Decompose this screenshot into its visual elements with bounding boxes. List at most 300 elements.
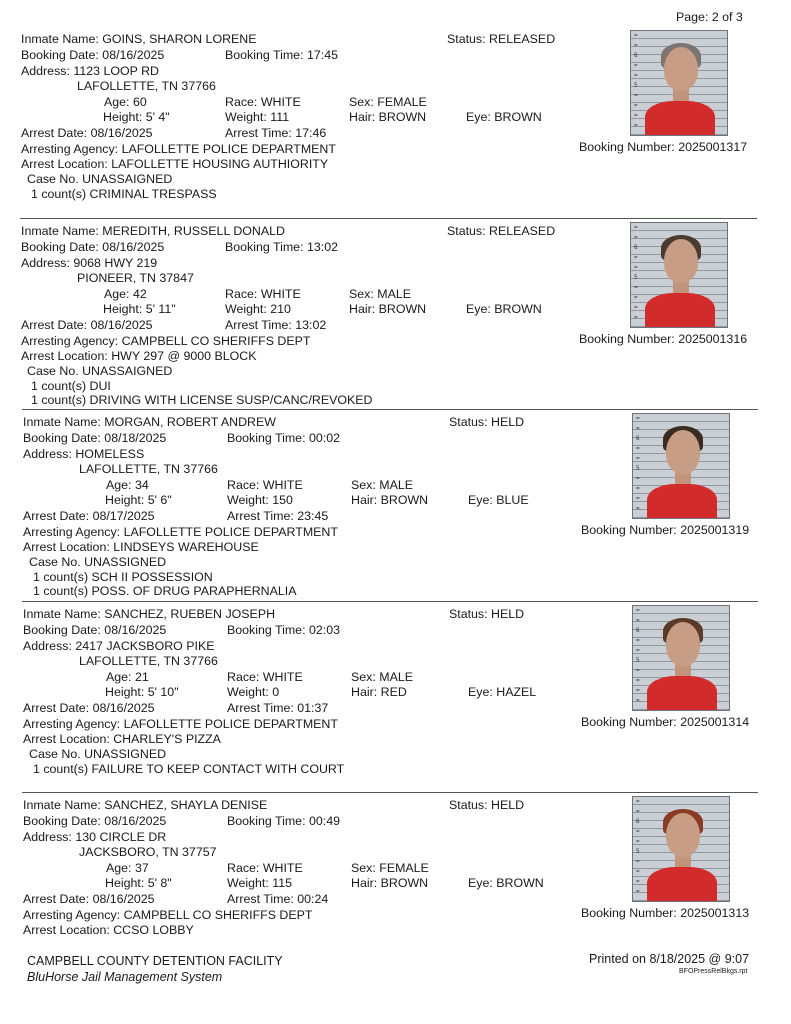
age-label: Age:: [104, 287, 130, 301]
address-value: HOMELESS: [75, 447, 145, 461]
record-divider: [22, 601, 758, 602]
charge-line: 1 count(s) FAILURE TO KEEP CONTACT WITH COURT: [33, 762, 345, 776]
address-value: 130 CIRCLE DR: [75, 830, 167, 844]
height-label: Height:: [105, 876, 145, 890]
sex-label: Sex:: [351, 478, 376, 492]
weight-label: Weight:: [225, 302, 267, 316]
arrest-location-label: Arrest Location:: [23, 732, 110, 746]
arrest-date-label: Arrest Date:: [23, 701, 90, 715]
height-ruler-icon: = = 6 = = 5 = = = =: [634, 224, 638, 321]
booking-number-value: 2025001316: [678, 332, 748, 346]
weight-value: 210: [270, 302, 291, 316]
booking-number-label: Booking Number:: [579, 140, 675, 154]
charge-line: 1 count(s) CRIMINAL TRESPASS: [31, 187, 217, 201]
booking-number-value: 2025001314: [680, 715, 750, 729]
booking-date-label: Booking Date:: [23, 814, 101, 828]
height: [105, 876, 172, 891]
weight-label: Weight:: [227, 493, 269, 507]
height-value: 5' 8": [147, 876, 172, 890]
race: [227, 861, 303, 876]
eye-label: Eye:: [468, 876, 493, 890]
sex: [349, 287, 411, 302]
arrest-time-label: Arrest Time:: [227, 701, 294, 715]
arrest-date-value: 08/16/2025: [92, 701, 155, 715]
address-city: LAFOLLETTE, TN 37766: [79, 462, 218, 476]
weight-label: Weight:: [227, 876, 269, 890]
age-value: 37: [134, 861, 149, 875]
weight: [225, 302, 291, 317]
arresting-agency: [21, 142, 336, 157]
booking-time: [225, 240, 338, 255]
arrest-location: [21, 157, 328, 172]
age-label: Age:: [104, 95, 130, 109]
arrest-location: [23, 540, 259, 555]
height-value: 5' 11": [145, 302, 176, 316]
charge-line: 1 count(s) DRIVING WITH LICENSE SUSP/CANC/REVOKED: [31, 393, 373, 407]
weight-value: 0: [272, 685, 280, 699]
height-value: 5' 6": [147, 493, 172, 507]
jumpsuit-shape: [645, 293, 715, 328]
booking-date-value: 08/16/2025: [104, 814, 167, 828]
facility-name: CAMPBELL COUNTY DETENTION FACILITY: [27, 954, 283, 968]
booking-number-value: 2025001317: [678, 140, 748, 154]
case-number-label: Case No.: [29, 555, 81, 569]
arrest-time: [227, 701, 328, 716]
hair: [351, 876, 428, 891]
booking-time-value: 00:49: [308, 814, 340, 828]
mugshot-photo: [632, 605, 730, 711]
arrest-date: [23, 509, 155, 524]
arrest-date: [21, 126, 153, 141]
booking-date-value: 08/16/2025: [104, 623, 167, 637]
record-divider: [22, 792, 758, 793]
eye: [466, 302, 542, 317]
eye-label: Eye:: [468, 685, 493, 699]
height: [105, 685, 179, 700]
booking-number-value: 2025001313: [680, 906, 750, 920]
height: [103, 110, 170, 125]
booking-time-value: 17:45: [306, 48, 338, 62]
arresting-agency: [23, 717, 338, 732]
face-shape: [666, 622, 700, 666]
height-label: Height:: [105, 493, 145, 507]
mugshot-photo: [630, 30, 728, 136]
arrest-location-value: CHARLEY'S PIZZA: [113, 732, 221, 746]
eye-value: BROWN: [494, 302, 542, 316]
weight-label: Weight:: [227, 685, 269, 699]
jumpsuit-shape: [647, 867, 717, 902]
booking-number-label: Booking Number:: [579, 332, 675, 346]
charge-line: 1 count(s) SCH II POSSESSION: [33, 570, 213, 584]
booking-number-label: Booking Number:: [581, 715, 677, 729]
mugshot-photo: [630, 222, 728, 328]
weight: [227, 685, 279, 700]
height-label: Height:: [103, 110, 143, 124]
eye: [468, 493, 529, 508]
case-number: [27, 364, 172, 379]
arrest-date-label: Arrest Date:: [21, 318, 88, 332]
page-number: Page: 2 of 3: [676, 10, 743, 24]
inmate-name-value: SANCHEZ, RUEBEN JOSEPH: [104, 607, 276, 621]
booking-time-label: Booking Time:: [225, 240, 304, 254]
inmate-name-value: MORGAN, ROBERT ANDREW: [104, 415, 276, 429]
sex-value: MALE: [379, 670, 413, 684]
race-label: Race:: [227, 861, 260, 875]
sex-value: FEMALE: [379, 861, 429, 875]
booking-time-value: 02:03: [308, 623, 340, 637]
booking-time: [227, 623, 340, 638]
age-label: Age:: [106, 670, 132, 684]
race-value: WHITE: [262, 670, 303, 684]
weight: [227, 493, 293, 508]
race-value: WHITE: [260, 95, 301, 109]
case-number-value: UNASSIGNED: [84, 555, 167, 569]
booking-date: [21, 48, 164, 63]
address-label: Address:: [23, 447, 72, 461]
arrest-time: [227, 509, 328, 524]
arresting-agency-label: Arresting Agency:: [21, 334, 119, 348]
booking-time: [227, 431, 340, 446]
sex-value: MALE: [377, 287, 411, 301]
arrest-date-value: 08/16/2025: [92, 892, 155, 906]
age-value: 34: [134, 478, 149, 492]
address-label: Address:: [21, 256, 70, 270]
eye: [468, 876, 544, 891]
address-value: 2417 JACKSBORO PIKE: [75, 639, 215, 653]
arresting-agency-label: Arresting Agency:: [21, 142, 119, 156]
booking-number-value: 2025001319: [680, 523, 750, 537]
race-label: Race:: [227, 670, 260, 684]
booking-record: [0, 413, 791, 603]
age-label: Age:: [106, 478, 132, 492]
race-label: Race:: [227, 478, 260, 492]
booking-time-label: Booking Time:: [227, 623, 306, 637]
status-label: Status:: [447, 224, 486, 238]
address-city: PIONEER, TN 37847: [77, 271, 194, 285]
arrest-date-label: Arrest Date:: [23, 892, 90, 906]
case-number-label: Case No.: [29, 747, 81, 761]
age: [106, 670, 149, 685]
arresting-agency: [23, 908, 312, 923]
arresting-agency-value: LAFOLLETTE POLICE DEPARTMENT: [121, 142, 336, 156]
eye: [466, 110, 542, 125]
sex: [351, 478, 413, 493]
weight-value: 111: [270, 110, 290, 124]
hair: [351, 493, 428, 508]
age-value: 42: [132, 287, 147, 301]
booking-time-label: Booking Time:: [227, 431, 306, 445]
eye: [468, 685, 536, 700]
address-value: 1123 LOOP RD: [73, 64, 159, 78]
hair-label: Hair:: [351, 685, 378, 699]
booking-time-label: Booking Time:: [227, 814, 306, 828]
sex-label: Sex:: [351, 861, 376, 875]
status: [449, 415, 524, 430]
inmate-name: [23, 415, 276, 430]
height-ruler-icon: = = 6 = = 5 = = = =: [636, 415, 640, 512]
eye-value: BROWN: [494, 110, 542, 124]
weight: [227, 876, 292, 891]
arrest-time-label: Arrest Time:: [225, 126, 292, 140]
face-shape: [664, 47, 698, 91]
arrest-location-label: Arrest Location:: [21, 157, 108, 171]
inmate-name-label: Inmate Name:: [23, 415, 101, 429]
status-label: Status:: [449, 798, 488, 812]
weight-label: Weight:: [225, 110, 267, 124]
booking-date-value: 08/18/2025: [104, 431, 167, 445]
inmate-name-value: MEREDITH, RUSSELL DONALD: [102, 224, 285, 238]
race-label: Race:: [225, 287, 258, 301]
age-value: 21: [134, 670, 149, 684]
sex-label: Sex:: [349, 95, 374, 109]
race-label: Race:: [225, 95, 258, 109]
inmate-name: [23, 798, 267, 813]
record-divider: [22, 409, 758, 410]
mugshot-photo: [632, 413, 730, 519]
race: [227, 670, 303, 685]
face-shape: [666, 430, 700, 474]
booking-date: [23, 623, 166, 638]
address: [23, 447, 144, 462]
address-label: Address:: [23, 830, 72, 844]
height-ruler-icon: = = 6 = = 5 = = = =: [634, 32, 638, 129]
case-number-label: Case No.: [27, 364, 79, 378]
arrest-time-label: Arrest Time:: [227, 892, 294, 906]
eye-value: BROWN: [496, 876, 544, 890]
arrest-time-value: 13:02: [295, 318, 327, 332]
status-value: RELEASED: [489, 224, 556, 238]
inmate-name-value: SANCHEZ, SHAYLA DENISE: [104, 798, 268, 812]
address-value: 9068 HWY 219: [73, 256, 158, 270]
case-number: [29, 555, 166, 570]
eye-label: Eye:: [466, 302, 491, 316]
arrest-date-value: 08/16/2025: [90, 126, 153, 140]
charge-line: 1 count(s) POSS. OF DRUG PARAPHERNALIA: [33, 584, 297, 598]
arrest-location-value: LINDSEYS WAREHOUSE: [113, 540, 259, 554]
age-value: 60: [132, 95, 147, 109]
inmate-name-label: Inmate Name:: [23, 607, 101, 621]
arrest-date-value: 08/16/2025: [90, 318, 153, 332]
arresting-agency-value: CAMPBELL CO SHERIFFS DEPT: [121, 334, 311, 348]
status-value: HELD: [491, 607, 525, 621]
arrest-location-value: HWY 297 @ 9000 BLOCK: [111, 349, 257, 363]
booking-date: [21, 240, 164, 255]
arrest-time-value: 01:37: [297, 701, 329, 715]
status-value: HELD: [491, 415, 525, 429]
inmate-name: [21, 32, 257, 47]
booking-date: [23, 814, 166, 829]
system-name: BluHorse Jail Management System: [27, 970, 223, 984]
arrest-date-label: Arrest Date:: [21, 126, 88, 140]
sex: [351, 861, 429, 876]
arresting-agency-label: Arresting Agency:: [23, 908, 121, 922]
sex-value: MALE: [379, 478, 413, 492]
arrest-date-label: Arrest Date:: [23, 509, 90, 523]
arrest-date-value: 08/17/2025: [92, 509, 155, 523]
arresting-agency-label: Arresting Agency:: [23, 717, 121, 731]
booking-number: [581, 906, 749, 921]
weight-value: 115: [272, 876, 293, 890]
charge-line: 1 count(s) DUI: [31, 379, 111, 393]
address: [23, 830, 166, 845]
arrest-time: [227, 892, 328, 907]
status: [447, 32, 555, 47]
arrest-time: [225, 126, 326, 141]
arresting-agency-label: Arresting Agency:: [23, 525, 121, 539]
status: [449, 798, 524, 813]
arrest-date: [21, 318, 153, 333]
booking-record: [0, 222, 791, 412]
arrest-time-label: Arrest Time:: [227, 509, 294, 523]
height-label: Height:: [105, 685, 145, 699]
booking-record: [0, 30, 791, 220]
face-shape: [666, 813, 700, 857]
address-city: LAFOLLETTE, TN 37766: [79, 654, 218, 668]
arrest-location: [21, 349, 257, 364]
booking-time: [225, 48, 338, 63]
hair-label: Hair:: [349, 302, 376, 316]
printed-timestamp: Printed on 8/18/2025 @ 9:07: [589, 952, 750, 966]
age: [106, 478, 149, 493]
inmate-name-label: Inmate Name:: [21, 224, 99, 238]
booking-record: [0, 605, 791, 795]
arrest-time-value: 00:24: [297, 892, 329, 906]
booking-date-label: Booking Date:: [23, 623, 101, 637]
address: [21, 256, 157, 271]
face-shape: [664, 239, 698, 283]
age: [104, 95, 147, 110]
arrest-time-value: 17:46: [295, 126, 327, 140]
case-number: [29, 747, 166, 762]
height-value: 5' 10": [147, 685, 179, 699]
arrest-location-value: LAFOLLETTE HOUSING AUTHIORITY: [111, 157, 329, 171]
booking-number-label: Booking Number:: [581, 906, 677, 920]
arrest-location-label: Arrest Location:: [21, 349, 108, 363]
hair: [351, 685, 407, 700]
booking-time: [227, 814, 340, 829]
arrest-date: [23, 701, 155, 716]
booking-date: [23, 431, 166, 446]
arrest-time: [225, 318, 326, 333]
race-value: WHITE: [260, 287, 301, 301]
booking-date-value: 08/16/2025: [102, 48, 165, 62]
arresting-agency: [23, 525, 338, 540]
sex: [349, 95, 427, 110]
status-label: Status:: [447, 32, 486, 46]
hair: [349, 302, 426, 317]
inmate-name-label: Inmate Name:: [23, 798, 101, 812]
height-value: 5' 4": [145, 110, 170, 124]
booking-time-label: Booking Time:: [225, 48, 304, 62]
sex-label: Sex:: [349, 287, 374, 301]
age-label: Age:: [106, 861, 132, 875]
race-value: WHITE: [262, 478, 303, 492]
inmate-name-value: GOINS, SHARON LORENE: [102, 32, 257, 46]
age: [106, 861, 149, 876]
height: [103, 302, 176, 317]
booking-date-label: Booking Date:: [21, 48, 99, 62]
hair-label: Hair:: [351, 876, 378, 890]
mugshot-photo: [632, 796, 730, 902]
arrest-location-label: Arrest Location:: [23, 923, 110, 937]
jumpsuit-shape: [647, 484, 717, 519]
eye-value: BLUE: [496, 493, 529, 507]
arresting-agency-value: CAMPBELL CO SHERIFFS DEPT: [123, 908, 313, 922]
eye-label: Eye:: [466, 110, 491, 124]
address-city: JACKSBORO, TN 37757: [79, 845, 217, 859]
hair-label: Hair:: [349, 110, 376, 124]
hair: [349, 110, 426, 125]
status-label: Status:: [449, 607, 488, 621]
arrest-location: [23, 923, 194, 938]
hair-value: BROWN: [380, 876, 429, 890]
address: [21, 64, 159, 79]
arrest-location-label: Arrest Location:: [23, 540, 110, 554]
address-city: LAFOLLETTE, TN 37766: [77, 79, 216, 93]
case-number-value: UNASSIGNED: [84, 747, 167, 761]
booking-time-value: 00:02: [308, 431, 340, 445]
height-ruler-icon: = = 6 = = 5 = = = =: [636, 798, 640, 895]
arresting-agency-value: LAFOLLETTE POLICE DEPARTMENT: [123, 525, 338, 539]
hair-value: RED: [380, 685, 407, 699]
report-filename: BFOPressRelBkgs.rpt: [679, 968, 748, 975]
weight: [225, 110, 289, 125]
race: [227, 478, 303, 493]
arrest-location: [23, 732, 221, 747]
booking-number: [581, 523, 749, 538]
case-number: [27, 172, 172, 187]
address-label: Address:: [21, 64, 70, 78]
age: [104, 287, 147, 302]
status: [447, 224, 555, 239]
hair-value: BROWN: [378, 110, 427, 124]
weight-value: 150: [272, 493, 293, 507]
hair-value: BROWN: [380, 493, 429, 507]
booking-number: [579, 332, 747, 347]
jumpsuit-shape: [647, 676, 717, 711]
sex-label: Sex:: [351, 670, 376, 684]
status: [449, 607, 524, 622]
race: [225, 287, 301, 302]
booking-number: [579, 140, 747, 155]
jumpsuit-shape: [645, 101, 715, 136]
sex-value: FEMALE: [377, 95, 427, 109]
inmate-name: [23, 607, 275, 622]
status-label: Status:: [449, 415, 488, 429]
arrest-date: [23, 892, 155, 907]
inmate-name-label: Inmate Name:: [21, 32, 99, 46]
arresting-agency-value: LAFOLLETTE POLICE DEPARTMENT: [123, 717, 338, 731]
case-number-label: Case No.: [27, 172, 79, 186]
inmate-name: [21, 224, 285, 239]
booking-number: [581, 715, 749, 730]
arrest-time-value: 23:45: [297, 509, 329, 523]
address-label: Address:: [23, 639, 72, 653]
eye-value: HAZEL: [496, 685, 537, 699]
eye-label: Eye:: [468, 493, 493, 507]
sex: [351, 670, 413, 685]
status-value: HELD: [491, 798, 525, 812]
height: [105, 493, 172, 508]
booking-date-label: Booking Date:: [21, 240, 99, 254]
record-divider: [20, 218, 757, 219]
race: [225, 95, 301, 110]
booking-date-value: 08/16/2025: [102, 240, 165, 254]
height-label: Height:: [103, 302, 143, 316]
status-value: RELEASED: [489, 32, 556, 46]
arrest-time-label: Arrest Time:: [225, 318, 292, 332]
booking-time-value: 13:02: [306, 240, 338, 254]
